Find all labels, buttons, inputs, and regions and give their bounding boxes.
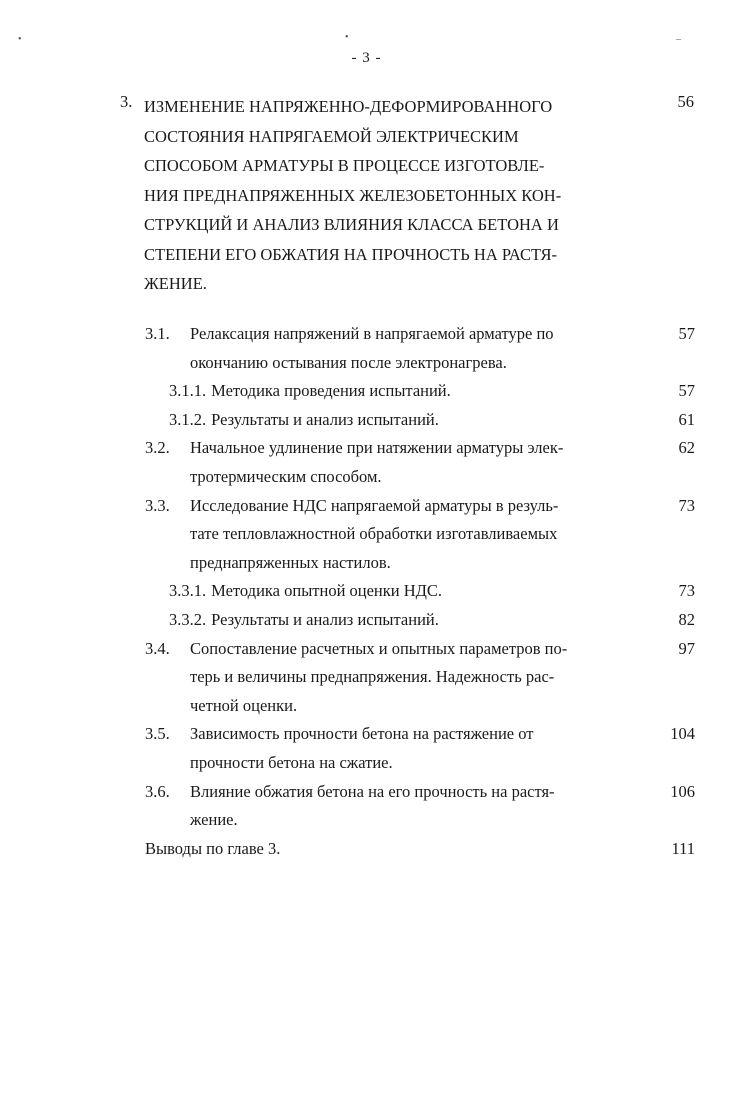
toc-entry-page: 97 <box>678 638 695 658</box>
toc-entry-line: Зависимость прочности бетона на растяжение от <box>190 724 534 744</box>
chapter-title-line: НИЯ ПРЕДНАПРЯЖЕННЫХ ЖЕЛЕЗОБЕТОННЫХ КОН- <box>144 185 562 205</box>
toc-entry-line: Релаксация напряжений в напрягаемой арматуре по <box>190 324 554 343</box>
toc-entry-line: тате тепловлажностной обработки изготавливаемых <box>190 524 558 544</box>
toc-entry-page: 62 <box>678 438 695 458</box>
chapter-title-line: ЖЕНИЕ. <box>144 274 207 293</box>
toc-entry-page: 104 <box>670 724 695 744</box>
toc-entry <box>145 434 695 491</box>
chapter-title-line: СТЕПЕНИ ЕГО ОБЖАТИЯ НА ПРОЧНОСТЬ НА РАСТЯ- <box>144 244 557 264</box>
chapter-number: 3. <box>120 92 133 111</box>
toc-entry-line: Влияние обжатия бетона на его прочность на растя- <box>190 781 555 801</box>
toc-entry-page: 57 <box>678 381 695 401</box>
chapter-page-number: 56 <box>677 92 694 111</box>
toc-entry-line: Выводы по главе 3. <box>145 838 281 858</box>
toc-entry-text <box>169 606 569 635</box>
toc-entry-title: Результаты и анализ испытаний. <box>211 409 439 429</box>
toc-entry-number: 3.3. <box>145 495 170 515</box>
toc-entry-page: 61 <box>678 409 695 429</box>
toc-entry-number: 3.6. <box>145 781 170 801</box>
toc-subentry <box>145 406 695 435</box>
toc-entry-line: жение. <box>190 810 238 830</box>
chapter-title-line: ИЗМЕНЕНИЕ НАПРЯЖЕННО-ДЕФОРМИРОВАННОГО <box>144 97 553 116</box>
toc-subentry <box>145 577 695 606</box>
chapter-title-line: СОСТОЯНИЯ НАПРЯГАЕМОЙ ЭЛЕКТРИЧЕСКИМ <box>144 126 519 146</box>
chapter-title-line: СПОСОБОМ АРМАТУРЫ В ПРОЦЕССЕ ИЗГОТОВЛЕ- <box>144 156 545 175</box>
toc-entry-text <box>190 320 590 377</box>
toc-entry-line: Сопоставление расчетных и опытных параметров по- <box>190 638 568 658</box>
toc-entry-line: преднапряженных настилов. <box>190 552 391 572</box>
toc-entry-number: 3.1.2. <box>169 409 207 429</box>
toc-entry-line <box>169 377 569 406</box>
toc-entry-line: Исследование НДС напрягаемой арматуры в резуль- <box>190 495 559 515</box>
toc-entry <box>145 492 695 578</box>
toc-subentry <box>145 377 695 406</box>
toc-entry-number: 3.3.2. <box>169 609 207 629</box>
toc-entry-page: 57 <box>678 324 695 343</box>
toc-entry-line: прочности бетона на сжатие. <box>190 752 393 772</box>
toc-entry <box>145 635 695 721</box>
toc-subentry <box>145 606 695 635</box>
toc-entry-page: 82 <box>678 609 695 629</box>
toc-entry-line: четной оценки. <box>190 695 298 715</box>
page-number: - 3 - <box>351 50 382 66</box>
toc-entry-line <box>169 606 569 635</box>
toc-entry-line: тротермическим способом. <box>190 466 382 486</box>
table-of-contents <box>145 320 695 863</box>
toc-entry-number: 3.2. <box>145 438 170 458</box>
toc-entry-text <box>190 434 590 491</box>
toc-entry-text <box>190 492 590 578</box>
toc-entry-number: 3.4. <box>145 638 170 658</box>
toc-summary-entry <box>145 835 695 864</box>
toc-entry-number: 3.3.1. <box>169 581 207 601</box>
toc-entry-line <box>169 577 569 606</box>
toc-entry <box>145 778 695 835</box>
toc-entry-line: терь и величины преднапряжения. Надежность рас- <box>190 667 555 687</box>
toc-entry-page: 73 <box>678 495 695 515</box>
toc-entry <box>145 720 695 777</box>
toc-entry-title: Методика проведения испытаний. <box>211 381 451 401</box>
toc-entry-text <box>169 577 569 606</box>
toc-entry-text <box>190 778 590 835</box>
toc-entry-number: 3.1.1. <box>169 381 207 401</box>
scan-speck: • <box>345 32 349 43</box>
toc-entry-title: Результаты и анализ испытаний. <box>211 609 439 629</box>
toc-entry-title: Методика опытной оценки НДС. <box>211 581 443 601</box>
toc-entry-text <box>190 720 590 777</box>
toc-entry-text <box>169 377 569 406</box>
scan-speck: • <box>18 34 22 45</box>
toc-entry-text <box>145 835 545 864</box>
toc-entry-page: 106 <box>670 781 695 801</box>
toc-entry-line: Начальное удлинение при натяжении арматуры элек- <box>190 438 564 458</box>
toc-entry-text <box>190 635 590 721</box>
toc-entry-line <box>169 406 569 435</box>
toc-entry-number: 3.1. <box>145 324 170 343</box>
toc-entry <box>145 320 695 377</box>
scan-speck: – <box>676 34 681 45</box>
toc-entry-page: 73 <box>678 581 695 601</box>
toc-entry-page: 111 <box>671 838 695 858</box>
toc-entry-text <box>169 406 569 435</box>
chapter-title-line: СТРУКЦИЙ И АНАЛИЗ ВЛИЯНИЯ КЛАССА БЕТОНА И <box>144 215 559 234</box>
toc-entry-line: окончанию остывания после электронагрева. <box>190 352 507 372</box>
chapter-title <box>144 92 584 299</box>
toc-entry-number: 3.5. <box>145 724 170 744</box>
